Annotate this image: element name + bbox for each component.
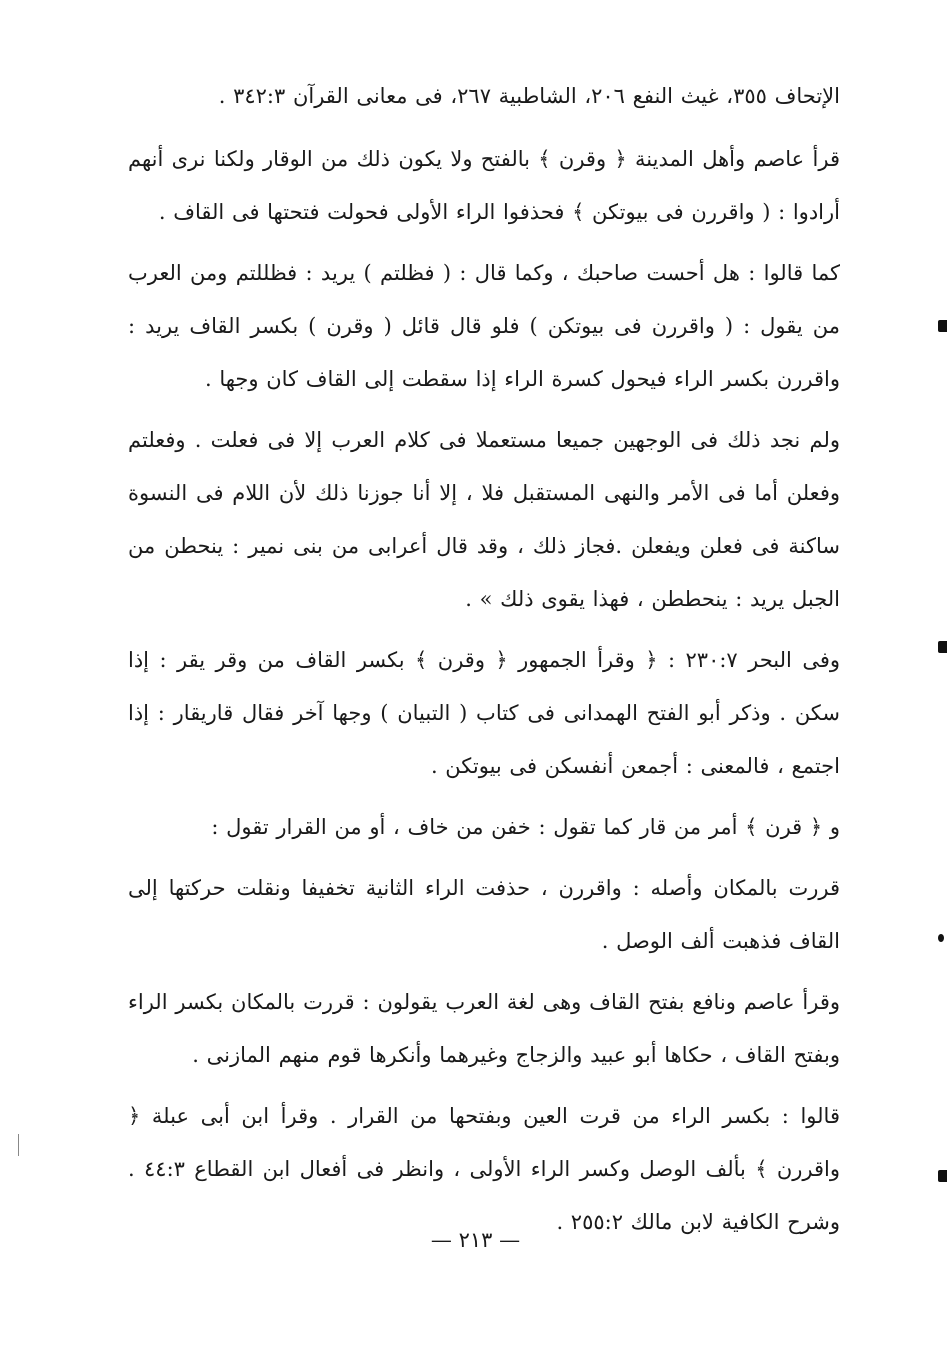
paragraph-5: و ﴿ قرن ﴾ أمر من قار كما تقول : خفن من خاف ، أو من القرار تقول :: [211, 815, 840, 839]
footnote-references: الإتحاف ٣٥٥، غيث النفع ٢٠٦، الشاطبية ٢٦٧، فى معانى القرآن ٣٤٢:٣ .: [218, 84, 840, 108]
paragraph-3: ولم نجد ذلك فى الوجهين جميعا مستعملا فى كلام العرب إلا فى فعلت . وفعلتم وفعلن أما فى الأمر والنهى المستقبل فلا ، إلا أنا جوزنا ذلك لأن اللام فى النسوة ساكنة فى فعلن ويفعلن .فجاز ذلك ، وقد قال أعرابى من بنى نمير : ينحطن من الجبل يريد : ينحططن ، فهذا يقوى ذلك » .: [128, 428, 840, 611]
paragraph-2: كما قالوا : هل أحست صاحبك ، وكما قال : ( فظلتم ) يريد : فظللتم ومن العرب من يقول : ( واقررن فى بيوتكن ) فلو قال قائل ( وقرن ) بكسر القاف يريد : واقررن بكسر الراء فيحول كسرة الراء إذا سقطت إلى القاف كان وجها .: [128, 261, 840, 391]
scan-edge-mark: [938, 934, 944, 942]
paragraph-8: قالوا : بكسر الراء من قرت العين وبفتحها من القرار . وقرأ ابن أبى عبلة ﴿ واقررن ﴾ بألف الوصل وكسر الراء الأولى ، وانظر فى أفعال ابن القطاع ٤٤:٣ . وشرح الكافية لابن مالك ٢٥٥:٢ .: [128, 1104, 841, 1234]
scan-edge-mark: [938, 1170, 947, 1182]
page-number: — ٢١٣ —: [430, 1228, 521, 1252]
scan-edge-line: [18, 1134, 19, 1156]
paragraph-4: وفى البحر ٢٣٠:٧ : ﴿ وقرأ الجمهور ﴿ وقرن ﴾ بكسر القاف من وقر يقر : إذا سكن . وذكر أبو الفتح الهمدانى فى كتاب ( التبيان ) وجها آخر فقال قاريقار : إذا اجتمع ، فالمعنى : أجمعن أنفسكن فى بيوتكن .: [128, 648, 840, 778]
scan-edge-mark: [938, 320, 947, 332]
page-body: [128, 70, 840, 1257]
paragraph-6: قررت بالمكان وأصله : واقررن ، حذفت الراء الثانية تخفيفا ونقلت حركتها إلى القاف فذهبت ألف الوصل .: [128, 876, 840, 953]
paragraph-7: وقرأ عاصم ونافع بفتح القاف وهى لغة العرب يقولون : قررت بالمكان بكسر الراء وبفتح القاف ، حكاها أبو عبيد والزجاج وغيرهما وأنكرها قوم منهم المازنى .: [128, 990, 840, 1067]
paragraph-1: قرأ عاصم وأهل المدينة ﴿ وقرن ﴾ بالفتح ولا يكون ذلك من الوقار ولكنا نرى أنهم أرادوا : ( واقررن فى بيوتكن ﴾ فحذفوا الراء الأولى فحولت فتحتها فى القاف .: [128, 147, 840, 224]
scan-edge-mark: [938, 641, 947, 653]
